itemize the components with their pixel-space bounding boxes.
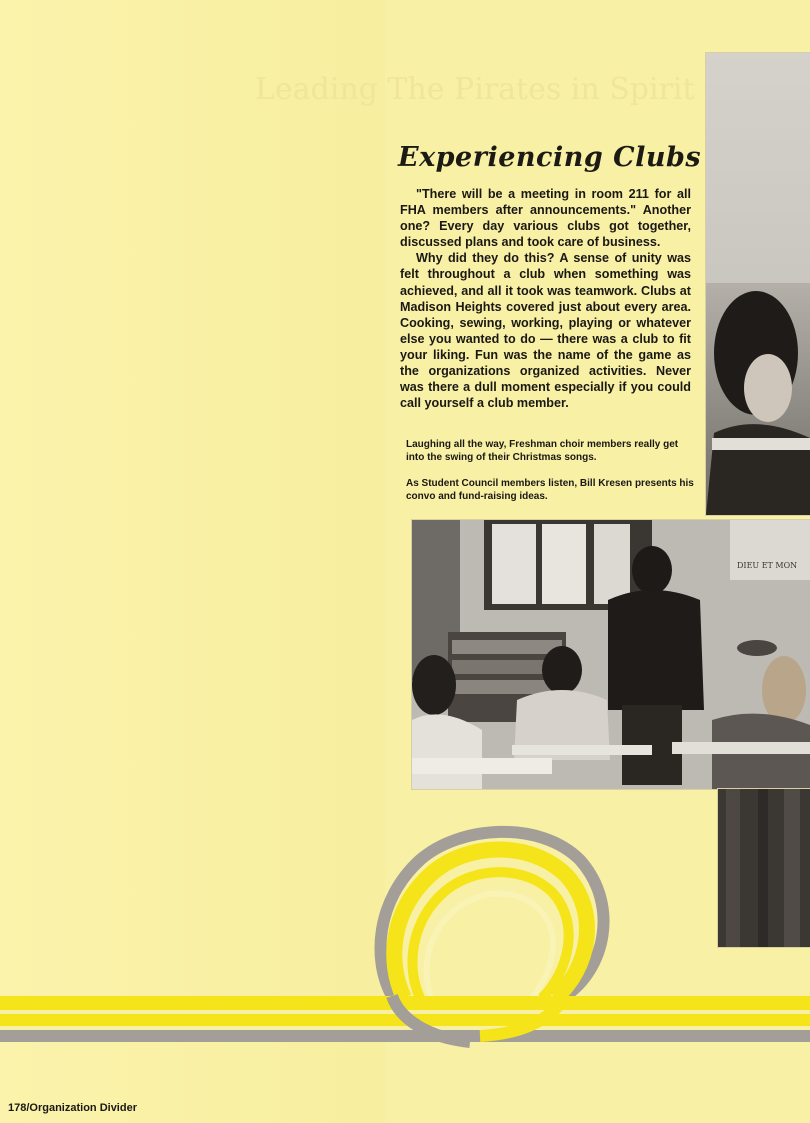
page-folio: 178/Organization Divider	[8, 1102, 137, 1114]
student-council-caption: As Student Council members listen, Bill Kresen presents his convo and fund-raising ideas.	[406, 478, 694, 502]
article-paragraph-1: "There will be a meeting in room 211 for all FHA members after announcements." Another one? Every day various clubs got together, discussed plans and took care of business.	[400, 187, 691, 250]
choir-photo	[706, 53, 810, 515]
article-paragraph-2: Why did they do this? A sense of unity was felt throughout a club when something was achieved, and all it took was teamwork. Clubs at Madison Heights covered just about every area. Cooking, sewing, working, playing or whatever else you wanted to do — there was a club to fit your liking. Fun was the name of the game as the organizations organized activities. Never was there a dull moment especially if you could call yourself a club member.	[400, 251, 691, 411]
student-council-photo	[412, 520, 810, 789]
gray-stripe-bottom	[0, 1030, 810, 1042]
bleed-through-heading: Leading The Pirates in Spirit	[255, 72, 695, 107]
page-title: Experiencing Clubs	[398, 142, 702, 173]
banner-motto: DIEU ET MON	[737, 561, 798, 570]
choir-caption: Laughing all the way, Freshman choir members really get into the swing of their Christmas songs.	[406, 439, 679, 463]
stripe-loop-graphic	[0, 820, 810, 1050]
article-body	[400, 186, 691, 411]
